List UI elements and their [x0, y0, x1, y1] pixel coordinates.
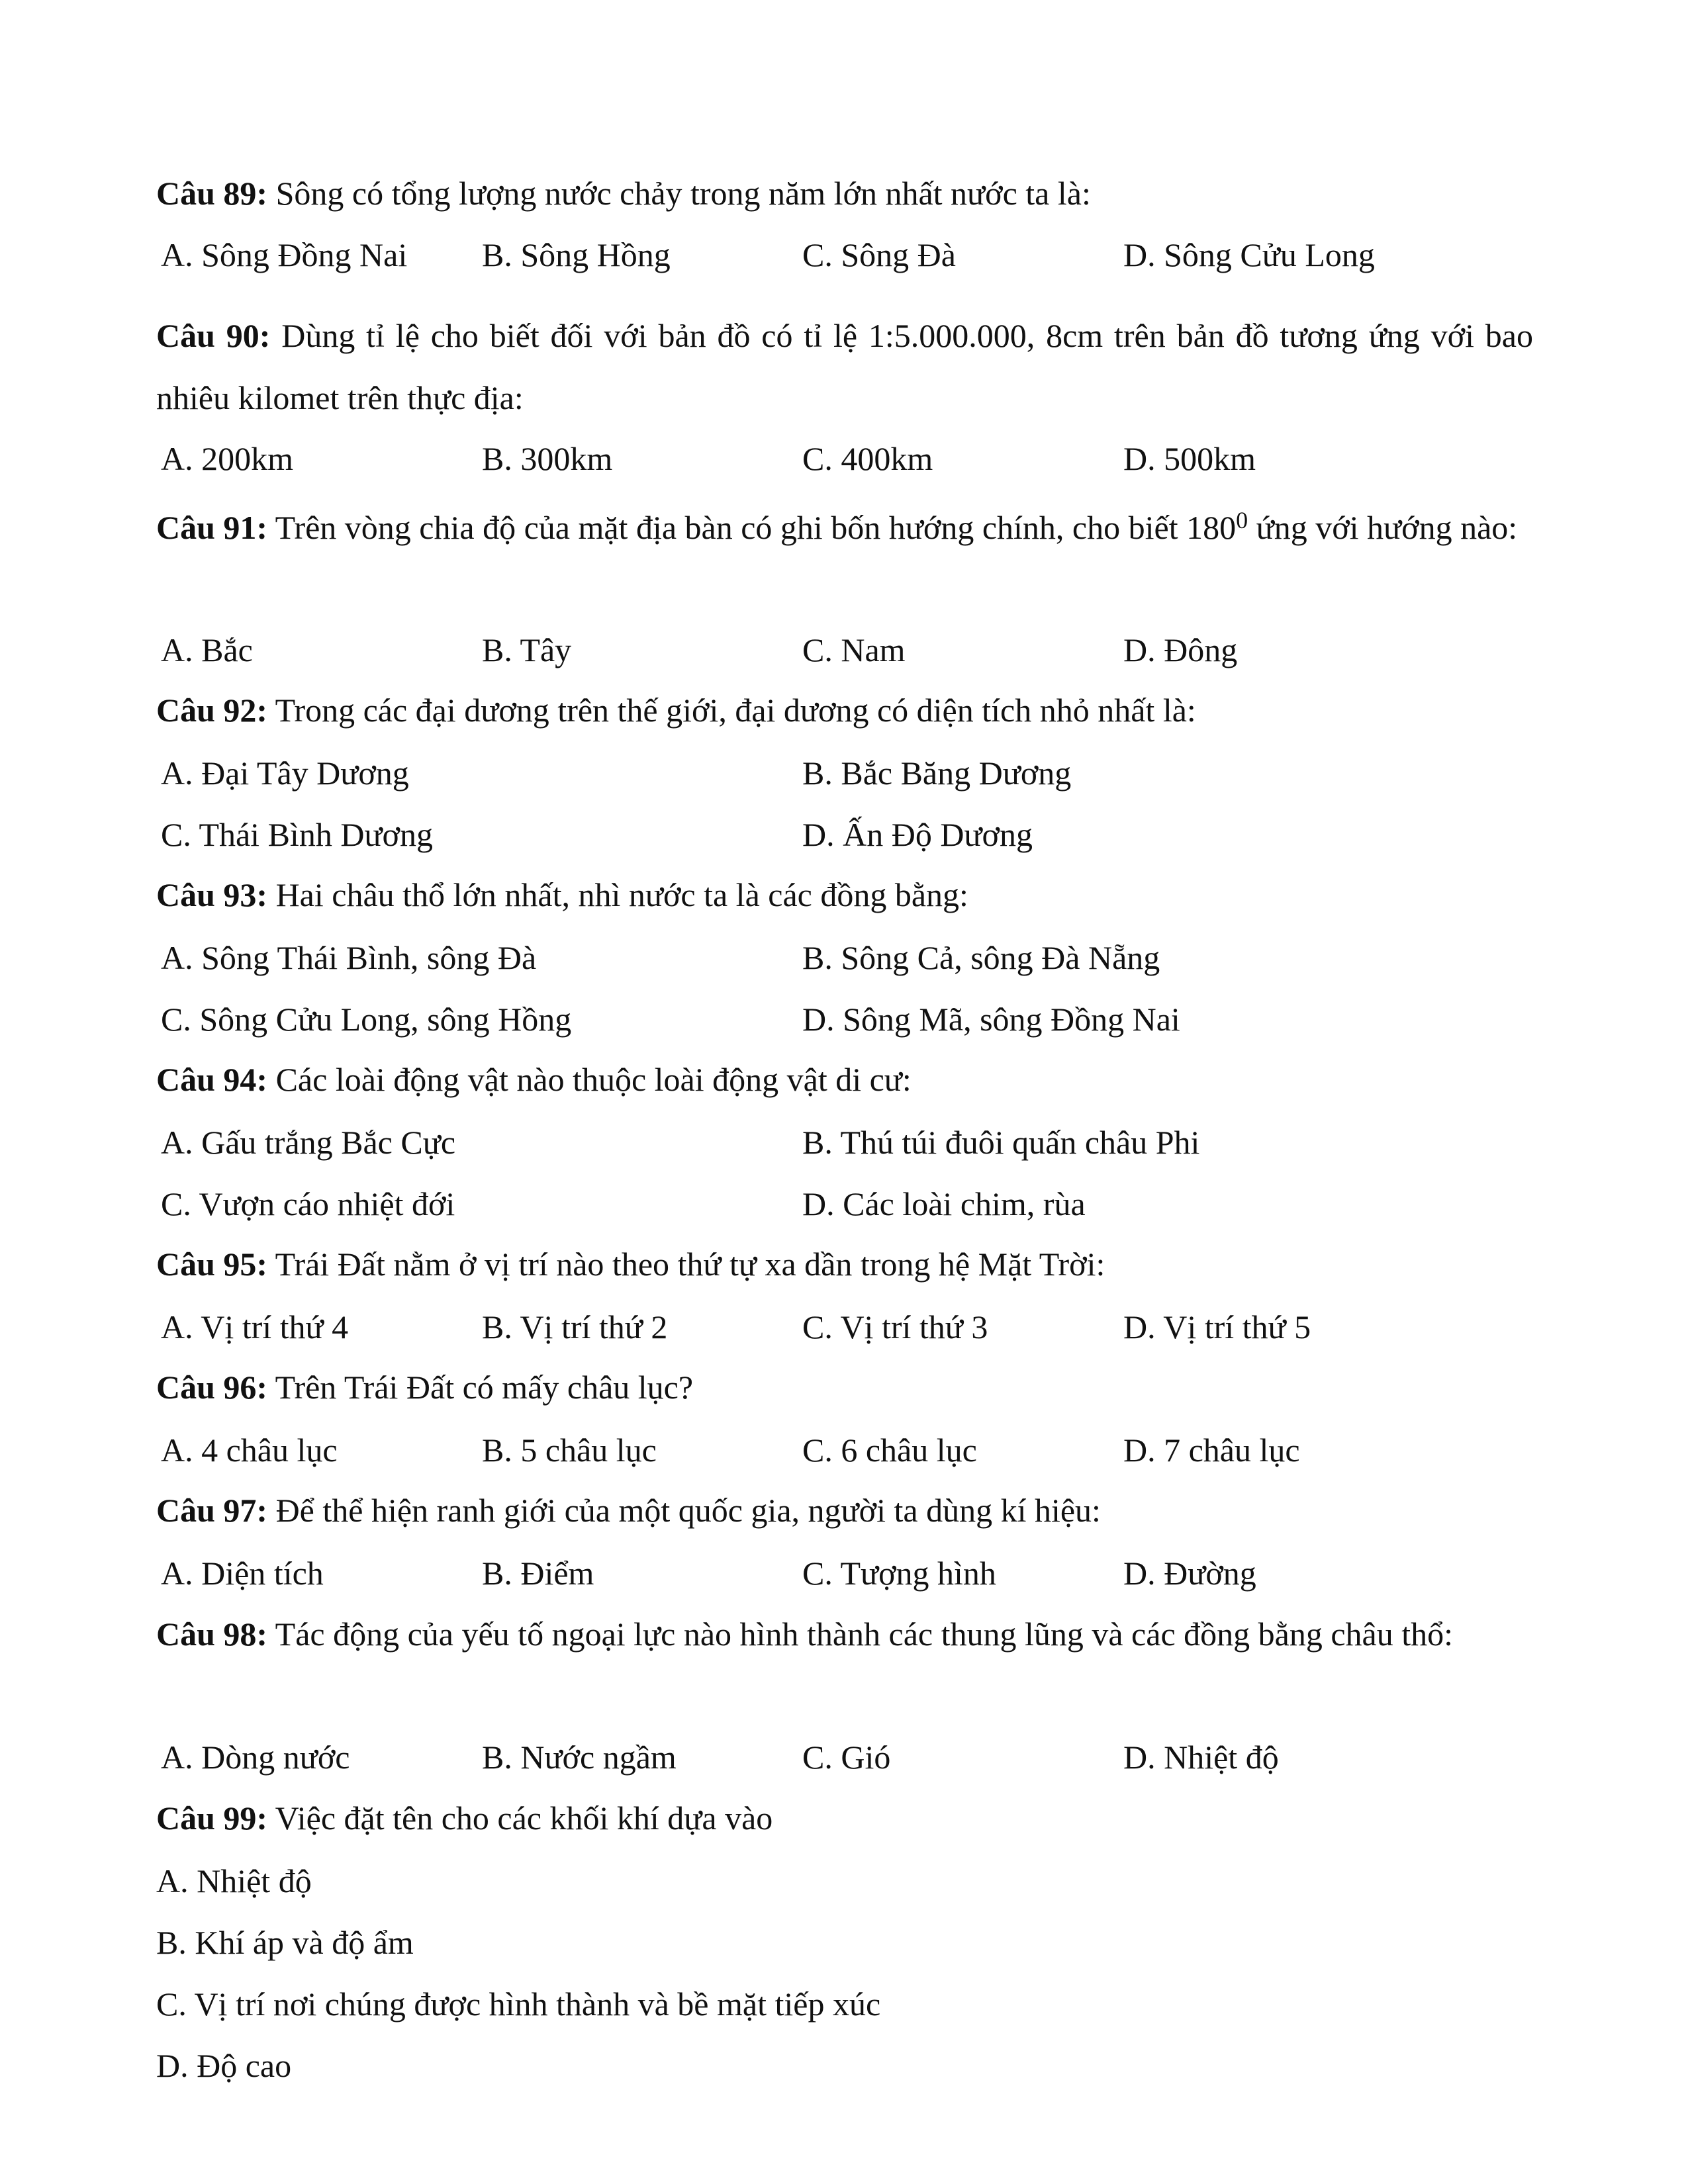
options-row	[0, 1181, 1688, 1227]
options-row	[0, 1858, 1688, 1904]
question-number: Câu 98:	[156, 1615, 268, 1653]
option-b: B. 5 châu lục	[482, 1432, 657, 1469]
option-c: C. Vị trí nơi chúng được hình thành và bề mặt tiếp xúc	[156, 1985, 881, 2023]
question-text: Các loài động vật nào thuộc loài động vật di cư:	[267, 1061, 912, 1098]
option-b: B. Khí áp và độ ẩm	[156, 1924, 414, 1961]
question-97	[156, 1479, 1533, 1541]
options-row	[0, 232, 1688, 278]
option-c: C. 400km	[802, 440, 933, 477]
option-c: C. Sông Cửu Long, sông Hồng	[161, 1001, 572, 1038]
option-d: D. Đông	[1123, 631, 1238, 668]
question-89	[156, 162, 1533, 224]
option-c: C. Nam	[802, 631, 906, 668]
option-d: D. Độ cao	[156, 2047, 292, 2084]
question-text: Để thể hiện ranh giới của một quốc gia, người ta dùng kí hiệu:	[267, 1492, 1101, 1529]
question-number: Câu 97:	[156, 1492, 268, 1529]
question-number: Câu 93:	[156, 876, 268, 913]
option-c: C. Vị trí thứ 3	[802, 1308, 988, 1345]
option-a: A. Nhiệt độ	[156, 1862, 312, 1899]
question-text: Việc đặt tên cho các khối khí dựa vào	[267, 1799, 773, 1837]
question-number: Câu 91:	[156, 509, 268, 546]
option-d: D. Vị trí thứ 5	[1123, 1308, 1311, 1345]
options-row	[0, 1550, 1688, 1596]
option-b: B. Bắc Băng Dương	[802, 754, 1072, 792]
question-text-before: Trên vòng chia độ của mặt địa bàn có ghi bốn hướng chính, cho biết 180	[267, 509, 1237, 546]
question-number: Câu 94:	[156, 1061, 268, 1098]
question-95	[156, 1233, 1533, 1295]
options-row	[0, 934, 1688, 981]
option-b: B. Sông Cả, sông Đà Nẵng	[802, 939, 1160, 976]
option-a: A. 200km	[161, 440, 293, 477]
question-number: Câu 99:	[156, 1799, 268, 1837]
question-text: Dùng tỉ lệ cho biết đối với bản đồ có tỉ lệ 1:5.000.000, 8cm trên bản đồ tương ứng với bao nhiêu kilomet trên thực địa:	[156, 317, 1533, 416]
question-number: Câu 96:	[156, 1369, 268, 1406]
option-d: D. Ấn Độ Dương	[802, 816, 1033, 853]
option-d: D. 7 châu lục	[1123, 1432, 1300, 1469]
option-a: A. 4 châu lục	[161, 1432, 338, 1469]
options-row	[0, 1919, 1688, 1966]
question-number: Câu 89:	[156, 175, 268, 212]
question-number: Câu 95:	[156, 1246, 268, 1283]
option-d: D. Nhiệt độ	[1123, 1739, 1279, 1776]
option-d: D. Sông Cửu Long	[1123, 236, 1375, 273]
option-c: C. Thái Bình Dương	[161, 816, 433, 853]
options-row	[0, 811, 1688, 858]
option-b: B. 300km	[482, 440, 613, 477]
option-d: D. Các loài chim, rùa	[802, 1185, 1086, 1222]
question-92	[156, 679, 1533, 741]
options-row	[0, 435, 1688, 482]
question-98	[156, 1603, 1533, 1665]
option-b: B. Vị trí thứ 2	[482, 1308, 668, 1345]
options-row	[0, 1119, 1688, 1165]
question-96	[156, 1356, 1533, 1418]
option-a: A. Vị trí thứ 4	[161, 1308, 349, 1345]
question-text: Trên Trái Đất có mấy châu lục?	[267, 1369, 694, 1406]
question-number: Câu 90:	[156, 317, 271, 354]
question-text: Hai châu thổ lớn nhất, nhì nước ta là các đồng bằng:	[267, 876, 968, 913]
option-a: A. Diện tích	[161, 1555, 324, 1592]
option-c: C. Tượng hình	[802, 1555, 996, 1592]
question-text-after: ứng với hướng nào:	[1248, 509, 1518, 546]
question-91	[156, 496, 1533, 559]
question-text: Sông có tổng lượng nước chảy trong năm lớn nhất nước ta là:	[267, 175, 1091, 212]
option-b: B. Tây	[482, 631, 572, 668]
option-a: A. Sông Thái Bình, sông Đà	[161, 939, 537, 976]
options-row	[0, 750, 1688, 796]
option-a: A. Bắc	[161, 631, 253, 668]
options-row	[0, 627, 1688, 673]
options-row	[0, 1427, 1688, 1473]
options-row	[0, 1981, 1688, 2027]
option-b: B. Điểm	[482, 1555, 594, 1592]
option-c: C. Sông Đà	[802, 236, 956, 273]
option-d: D. 500km	[1123, 440, 1256, 477]
option-b: B. Sông Hồng	[482, 236, 671, 273]
options-row	[0, 1304, 1688, 1350]
options-row	[0, 2042, 1688, 2089]
options-row	[0, 1734, 1688, 1780]
option-c: C. Gió	[802, 1739, 891, 1776]
option-a: A. Sông Đồng Nai	[161, 236, 408, 273]
question-99	[156, 1787, 1533, 1849]
question-text: Tác động của yếu tố ngoại lực nào hình thành các thung lũng và các đồng bằng châu thổ:	[267, 1615, 1453, 1653]
option-b: B. Nước ngầm	[482, 1739, 677, 1776]
option-c: C. Vượn cáo nhiệt đới	[161, 1185, 455, 1222]
options-row	[0, 996, 1688, 1042]
option-a: A. Đại Tây Dương	[161, 754, 409, 792]
option-d: D. Đường	[1123, 1555, 1256, 1592]
question-90	[156, 304, 1533, 429]
question-text: Trái Đất nằm ở vị trí nào theo thứ tự xa dần trong hệ Mặt Trời:	[267, 1246, 1105, 1283]
option-b: B. Thú túi đuôi quấn châu Phi	[802, 1124, 1200, 1161]
question-text: Trong các đại dương trên thế giới, đại dương có diện tích nhỏ nhất là:	[267, 692, 1196, 729]
option-a: A. Dòng nước	[161, 1739, 350, 1776]
degree-superscript: 0	[1236, 507, 1248, 533]
option-d: D. Sông Mã, sông Đồng Nai	[802, 1001, 1180, 1038]
option-a: A. Gấu trắng Bắc Cực	[161, 1124, 456, 1161]
question-93	[156, 864, 1533, 926]
option-c: C. 6 châu lục	[802, 1432, 977, 1469]
question-number: Câu 92:	[156, 692, 268, 729]
question-94	[156, 1048, 1533, 1111]
